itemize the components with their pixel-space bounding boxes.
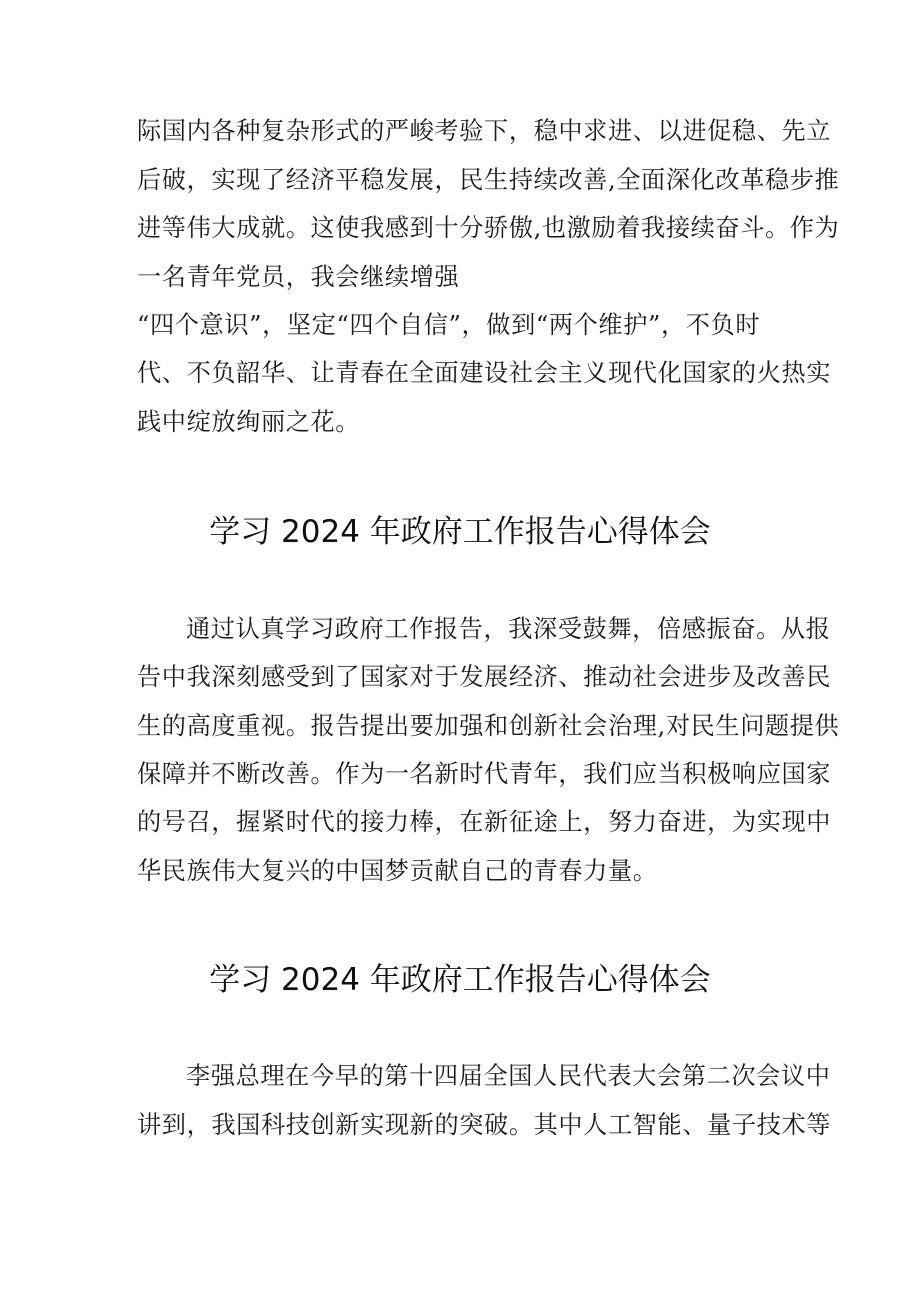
paragraph-line: 通过认真学习政府工作报告，我深受鼓舞，倍感振奋。从报 <box>186 615 831 643</box>
paragraph-line: “四个意识”，坚定“四个自信”，做到“两个维护”，不负时 <box>137 311 761 339</box>
paragraph-line: 的号召，握紧时代的接力棒，在新征途上，努力奋进，为实现中 <box>137 808 832 836</box>
paragraph-line: 进等伟大成就。这使我感到十分骄傲,也激励着我接续奋斗。作为 <box>137 214 840 242</box>
section-title: 学习 2024 年政府工作报告心得体会 <box>209 514 711 550</box>
paragraph-line: 李强总理在今早的第十四届全国人民代表大会第二次会议中 <box>186 1062 831 1090</box>
paragraph-line: 践中绽放绚丽之花。 <box>137 408 361 436</box>
paragraph-line: 生的高度重视。报告提出要加强和创新社会治理,对民生问题提供 <box>137 712 840 740</box>
section-title: 学习 2024 年政府工作报告心得体会 <box>209 962 711 998</box>
paragraph-line: 代、不负韶华、让青春在全面建设社会主义现代化国家的火热实 <box>137 359 832 387</box>
paragraph-line: 一名青年党员，我会继续增强 <box>137 263 460 291</box>
paragraph-line: 际国内各种复杂形式的严峻考验下，稳中求进、以进促稳、先立 <box>137 117 832 145</box>
paragraph-line: 华民族伟大复兴的中国梦贡献自己的青春力量。 <box>137 857 658 885</box>
paragraph-line: 讲到，我国科技创新实现新的突破。其中人工智能、量子技术等 <box>137 1111 832 1139</box>
paragraph-line: 保障并不断改善。作为一名新时代青年，我们应当积极响应国家 <box>137 760 832 788</box>
paragraph-line: 告中我深刻感受到了国家对于发展经济、推动社会进步及改善民 <box>137 663 832 691</box>
paragraph-line: 后破，实现了经济平稳发展，民生持续改善,全面深化改革稳步推 <box>137 166 840 194</box>
